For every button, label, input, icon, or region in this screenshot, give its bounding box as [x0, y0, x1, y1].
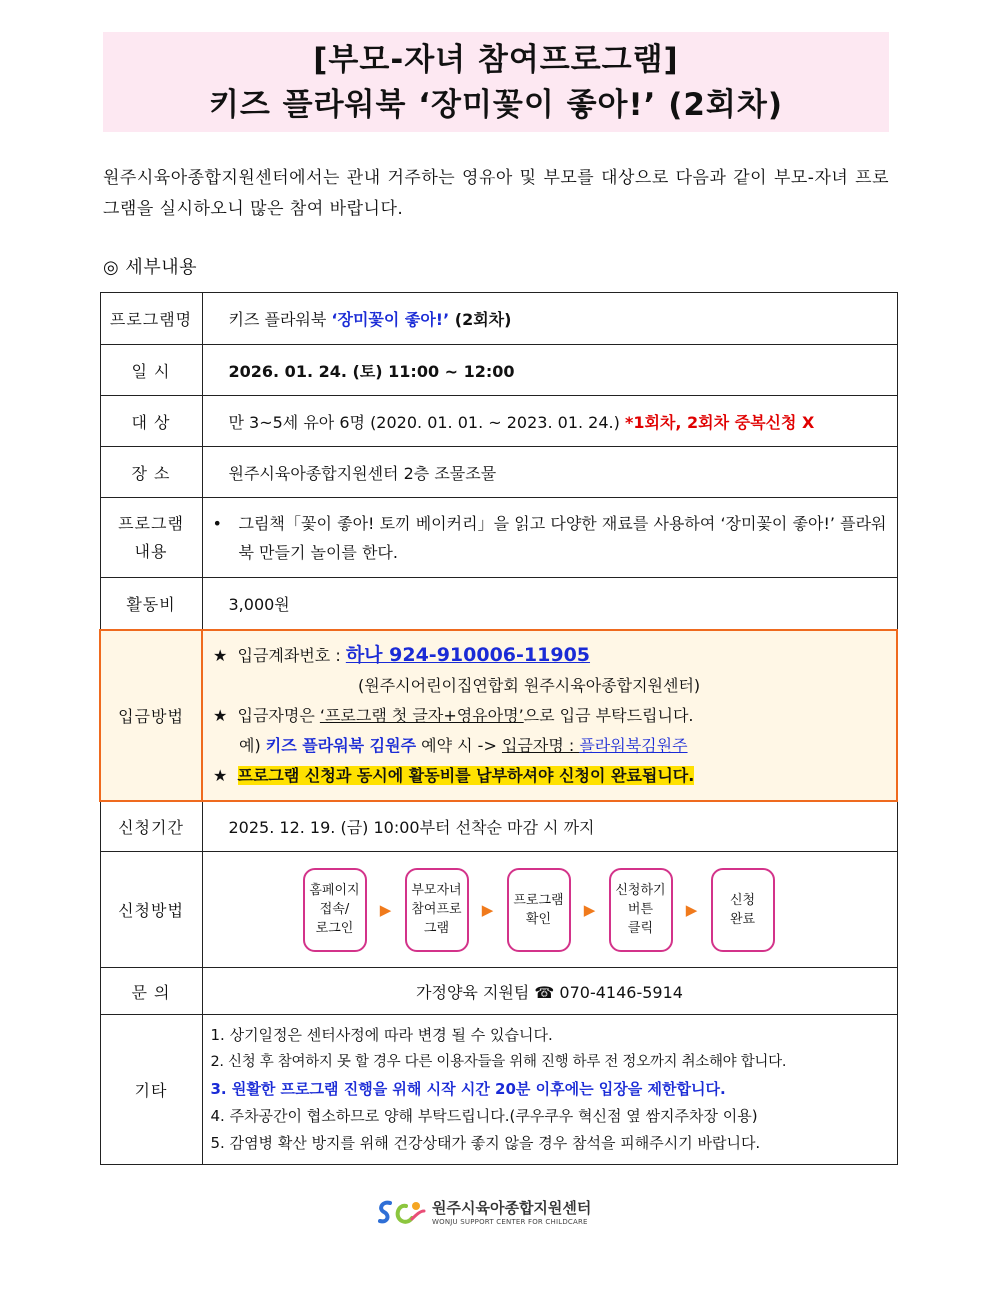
value-content [202, 498, 897, 578]
arrow-right-icon: ▶ [379, 900, 392, 919]
value-etc [202, 1015, 897, 1165]
step-text: 부모자녀 [411, 883, 462, 898]
inquiry-phone: 070-4146-5914 [554, 982, 683, 1002]
example-name: 플라워북김원주 [579, 735, 688, 755]
step-text: 버튼 [627, 902, 654, 917]
program-name-suffix: (2회차) [449, 310, 512, 329]
step-text: 홈페이지 [309, 883, 360, 898]
etc-item: 2. 신청 후 참여하지 못 할 경우 다른 이용자들을 위해 진행 하루 전 정오까지 취소해야 합니다. [210, 1054, 787, 1070]
value-target [202, 396, 897, 447]
row-inquiry [100, 968, 897, 1015]
step-complete [711, 868, 775, 952]
etc-item: 1. 상기일정은 센터사정에 따라 변경 될 수 있습니다. [210, 1026, 553, 1044]
program-name-prefix: 키즈 플라워북 [228, 310, 332, 329]
step-click-apply [609, 868, 673, 952]
label-content-line1: 프로그램 [118, 513, 184, 533]
row-etc [100, 1015, 897, 1165]
label-etc: 기타 [100, 1015, 202, 1165]
row-fee [100, 578, 897, 630]
value-period: 2025. 12. 19. (금) 10:00부터 선착순 마감 시 까지 [202, 801, 897, 852]
name-suffix: 으로 입금 부탁드립니다. [523, 705, 694, 725]
step-text: 클릭 [627, 921, 654, 936]
account-number: 하나 924-910006-11905 [345, 643, 591, 666]
label-schedule: 일 시 [100, 345, 202, 396]
example-program: 키즈 플라워북 김원주 [265, 735, 417, 755]
label-content [100, 498, 202, 578]
row-content [100, 498, 897, 578]
deposit-account-line [213, 640, 896, 671]
section-heading: ◎ 세부내용 [103, 257, 197, 278]
inquiry-team: 가정양육 지원팀 [416, 982, 535, 1002]
row-program-name [100, 293, 897, 345]
phone-icon: ☎ [534, 982, 555, 1002]
label-deposit: 입금방법 [100, 630, 202, 801]
center-logo-icon [376, 1197, 428, 1229]
logo-name-ko: 원주시육아종합지원센터 [432, 1198, 592, 1217]
target-note: *1회차, 2회차 중복신청 X [624, 412, 815, 432]
step-text: 신청 [729, 892, 756, 908]
details-table [99, 292, 898, 1165]
center-logo [376, 1196, 616, 1230]
step-program-menu [405, 868, 469, 952]
logo-name-en: WONJU SUPPORT CENTER FOR CHILDCARE [432, 1217, 588, 1226]
etc-item: 5. 감염병 확산 방지를 위해 건강상태가 좋지 않을 경우 참석을 피해주시기 바랍니다. [210, 1134, 761, 1152]
arrow-right-icon: ▶ [481, 900, 494, 919]
star-icon: ★ [213, 705, 228, 725]
star-icon: ★ [213, 645, 228, 665]
step-text: 완료 [729, 911, 756, 927]
value-place: 원주시육아종합지원센터 2층 조물조물 [202, 447, 897, 498]
row-deposit [100, 630, 897, 801]
step-text: 그램 [423, 921, 450, 936]
title-line-2: 키즈 플라워북 ‘장미꽃이 좋아!’ (2회차) [208, 87, 783, 123]
label-method: 신청방법 [100, 852, 202, 968]
row-target [100, 396, 897, 447]
step-text: 참여프로 [411, 902, 462, 917]
etc-item: 4. 주차공간이 협소하므로 양해 부탁드립니다.(쿠우쿠우 혁신점 옆 쌈지주차장 이용) [210, 1107, 758, 1125]
content-text: 그림책「꽃이 좋아! 토끼 베이커리」을 읽고 다양한 재료를 사용하여 ‘장미꽃이 좋아!’ 플라워북 만들기 놀이를 한다. [238, 513, 887, 562]
title-banner [103, 32, 889, 132]
application-flow [203, 868, 897, 952]
example-label: 입금자명 : [501, 735, 580, 755]
value-inquiry [202, 968, 897, 1015]
step-check-program [507, 868, 571, 952]
example-mid: 예약 시 -> [416, 735, 502, 755]
row-schedule [100, 345, 897, 396]
step-text: 신청하기 [615, 883, 666, 898]
bullet: • [212, 513, 222, 533]
name-rule: ‘프로그램 첫 글자+영유아명’ [319, 705, 524, 725]
row-period [100, 801, 897, 852]
deposit-warning-line [213, 761, 896, 791]
name-prefix: 입금자명은 [237, 705, 320, 725]
value-method [202, 852, 897, 968]
account-holder: (원주시어린이집연합회 원주시육아종합지원센터) [358, 675, 701, 695]
account-label: 입금계좌번호 : [237, 645, 346, 665]
program-name-highlight: ‘장미꽃이 좋아!’ [331, 310, 450, 329]
arrow-right-icon: ▶ [583, 900, 596, 919]
value-program-name [202, 293, 897, 345]
step-login [303, 868, 367, 952]
label-period: 신청기간 [100, 801, 202, 852]
arrow-right-icon: ▶ [685, 900, 698, 919]
label-place: 장 소 [100, 447, 202, 498]
label-inquiry: 문 의 [100, 968, 202, 1015]
deposit-warning: 프로그램 신청과 동시에 활동비를 납부하셔야 신청이 완료됩니다. [237, 765, 695, 785]
intro-paragraph: 원주시육아종합지원센터에서는 관내 거주하는 영유아 및 부모를 대상으로 다음과 같이 부모-자녀 프로그램을 실시하오니 많은 참여 바랍니다. [103, 168, 889, 219]
step-text: 로그인 [315, 921, 354, 936]
star-icon: ★ [213, 765, 228, 785]
label-fee: 활동비 [100, 578, 202, 630]
target-text: 만 3~5세 유아 6명 (2020. 01. 01. ~ 2023. 01. 24.) [228, 412, 625, 432]
row-place [100, 447, 897, 498]
example-prefix: 예) [239, 735, 266, 755]
value-deposit [202, 630, 897, 801]
step-text: 프로그램 [513, 892, 564, 908]
label-content-line2: 내용 [134, 541, 168, 561]
value-fee: 3,000원 [202, 578, 897, 630]
label-target: 대 상 [100, 396, 202, 447]
label-program-name: 프로그램명 [100, 293, 202, 345]
row-method [100, 852, 897, 968]
deposit-name-line [213, 701, 896, 731]
step-text: 접속/ [319, 902, 350, 917]
step-text: 확인 [525, 911, 552, 927]
etc-item: 3. 원활한 프로그램 진행을 위해 시작 시간 20분 이후에는 입장을 제한합니다. [210, 1080, 726, 1098]
deposit-example-line [213, 731, 896, 761]
value-schedule: 2026. 01. 24. (토) 11:00 ~ 12:00 [202, 345, 897, 396]
title-line-1: [부모-자녀 참여프로그램] [313, 42, 679, 78]
